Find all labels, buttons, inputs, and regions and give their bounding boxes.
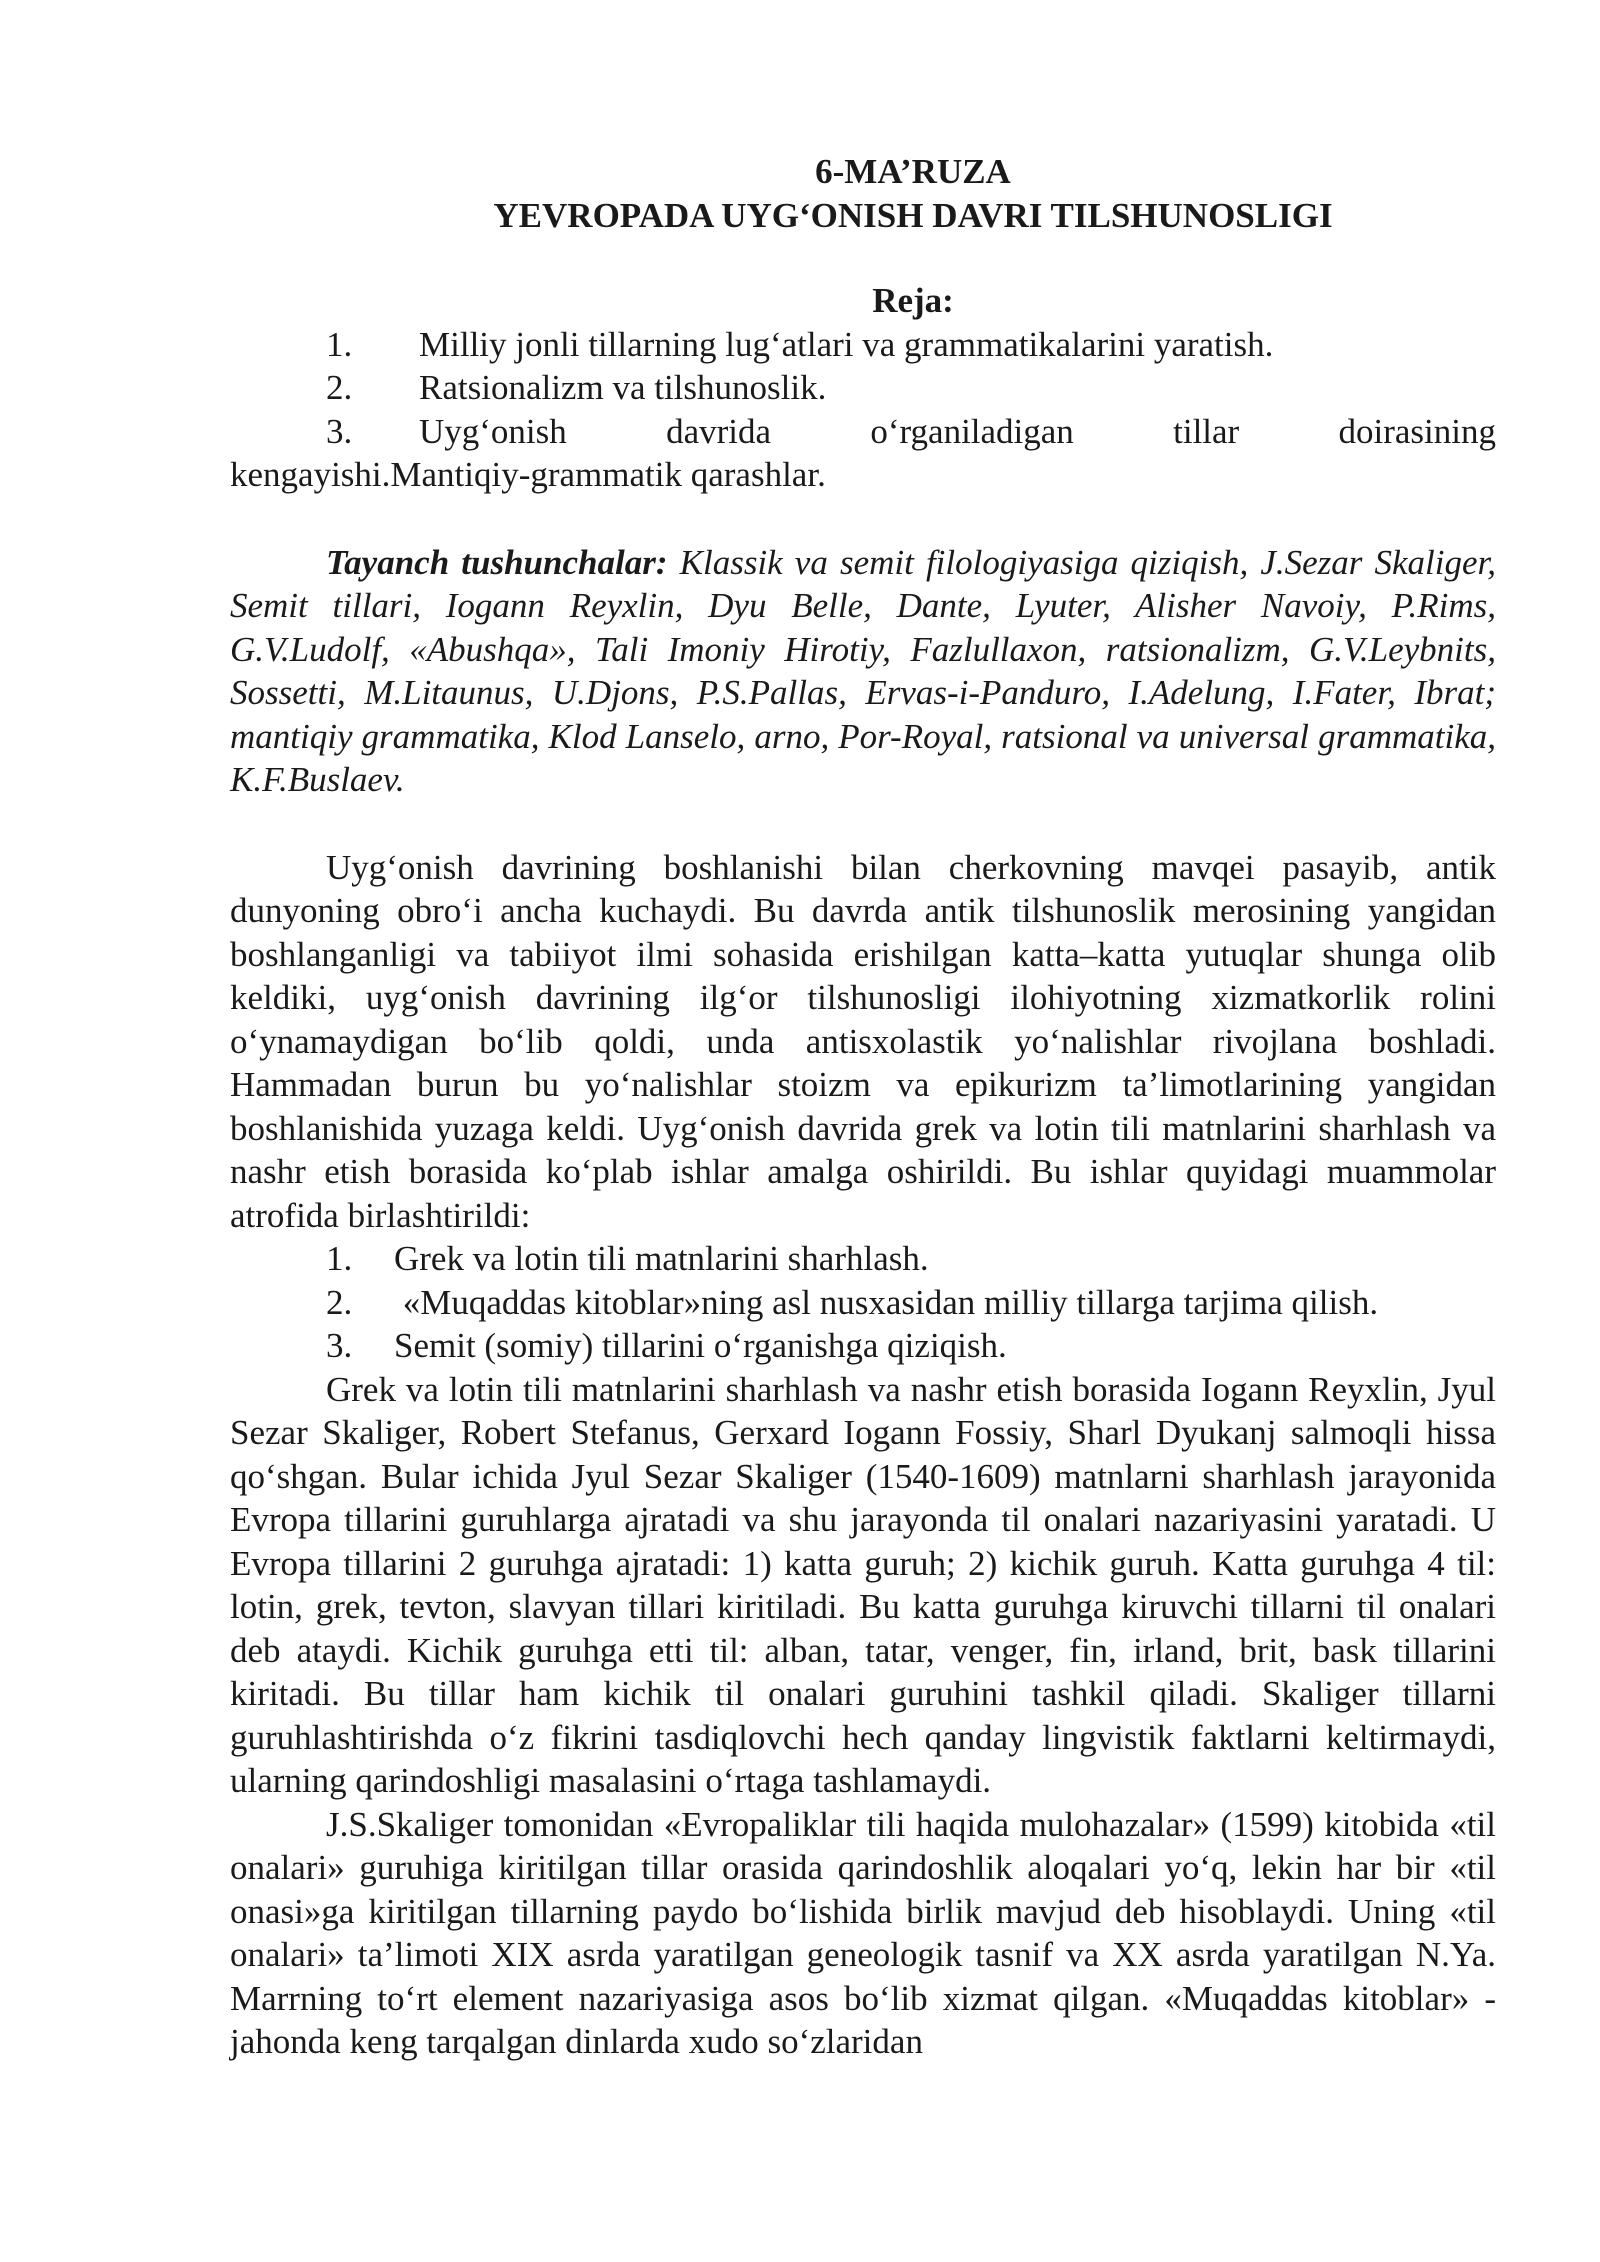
plan-item-text: Milliy jonli tillarning lug‘atlari va grammatikalarini yaratish. xyxy=(419,324,1274,364)
list-item xyxy=(230,1281,1496,1325)
list-item-text: Grek va lotin tili matnlarini sharhlash. xyxy=(394,1239,929,1278)
plan-item-continuation: kengayishi.Mantiqiy-grammatik qarashlar. xyxy=(230,455,826,494)
list-item xyxy=(230,1237,1496,1281)
list-item-number: 2. xyxy=(326,1282,353,1322)
document-page xyxy=(230,150,1496,2064)
list-item-number: 3. xyxy=(326,1326,353,1365)
plan-item xyxy=(230,323,1496,367)
plan-item xyxy=(230,366,1496,410)
plan-item xyxy=(230,410,1496,454)
plan-item-number: 2. xyxy=(326,368,353,407)
lecture-title: YEVROPADA UYG‘ONISH DAVRI TILSHUNOSLIGI xyxy=(493,195,1333,235)
list-item-text: Semit (somiy) tillarini o‘rganishga qiziqish. xyxy=(394,1326,1007,1365)
list-item-text: «Muqaddas kitoblar»ning asl nusxasidan milliy tillarga tarjima qilish. xyxy=(394,1282,1379,1322)
list-item xyxy=(230,1324,1496,1368)
keywords-block xyxy=(230,541,1496,802)
plan-item-text: Ratsionalizm va tilshunoslik. xyxy=(419,368,827,407)
body-paragraph: Uyg‘onish davrining boshlanishi bilan cherkovning mavqei pasayib, antik dunyoning obro‘i ancha kuchaydi. Bu davrda antik tilshunoslik merosining yangidan boshlanganligi va tabiiyot ilmi sohasida erishilgan katta–katta yutuqlar shunga olib keldiki, uyg‘onish davrining ilg‘or tilshunosligi ilohiyotning xizmatkorlik rolini o‘ynamaydigan bo‘lib qoldi, unda antisxolastik yo‘nalishlar rivojlana boshladi. Hammadan burun bu yo‘nalishlar stoizm va epikurizm ta’limotlarining yangidan boshlanishida yuzaga keldi. Uyg‘onish davrida grek va lotin tili matnlarini sharhlash va nashr etish borasida ko‘plab ishlar amalga oshirildi. Bu ishlar quyidagi muammolar atrofida birlashtirildi: xyxy=(230,847,1496,1235)
body-paragraph: Grek va lotin tili matnlarini sharhlash va nashr etish borasida Iogann Reyxlin, Jyul Sezar Skaliger, Robert Stefanus, Gerxard Iogann Fossiy, Sharl Dyukanj salmoqli hissa qo‘shgan. Bular ichida Jyul Sezar Skaliger (1540-1609) matnlarni sharhlash jarayonida Evropa tillarini guruhlarga ajratadi va shu jarayonda til onalari nazariyasini yaratadi. U Evropa tillarini 2 guruhga ajratadi: 1) katta guruh; 2) kichik guruh. Katta guruhga 4 til: lotin, grek, tevton, slavyan tillari kiritiladi. Bu katta guruhga kiruvchi tillarni til onalari deb ataydi. Kichik guruhga etti til: alban, tatar, venger, fin, irland, brit, bask tillarini kiritadi. Bu tillar ham kichik til onalari guruhini tashkil qiladi. Skaliger tillarni guruhlashtirishda o‘z fikrini tasdiqlovchi hech qanday lingvistik faktlarni keltirmaydi, ularning qarindoshligi masalasini o‘rtaga tashlamaydi. xyxy=(230,1369,1496,1800)
plan-heading: Reja: xyxy=(872,281,954,320)
plan-item-text: Uyg‘onish davrida o‘rganiladigan tillar doirasining xyxy=(419,411,1496,451)
body-paragraph: J.S.Skaliger tomonidan «Evropaliklar tili haqida mulohazalar» (1599) kitobida «til onalari» guruhiga kiritilgan tillar orasida qarindoshlik aloqalari yo‘q, lekin har bir «til onasi»ga kiritilgan tillarning paydo bo‘lishida birlik mavjud deb hisoblaydi. Uning «til onalari» ta’limoti XIX asrda yaratilgan geneologik tasnif va XX asrda yaratilgan N.Ya. Marrning to‘rt element nazariyasiga asos bo‘lib xizmat qilgan. «Muqaddas kitoblar» - jahonda keng tarqalgan dinlarda xudo so‘zlaridan xyxy=(230,1804,1496,2061)
lecture-number: 6-MA’RUZA xyxy=(815,152,1011,191)
plan-item-number: 3. xyxy=(326,411,353,451)
plan-item-number: 1. xyxy=(326,324,353,364)
list-item-number: 1. xyxy=(326,1239,353,1278)
keywords-label: Tayanch tushunchalar: xyxy=(326,542,668,582)
keywords-text: Klassik va semit filologiyasiga qiziqish, J.Sezar Skaliger, Semit tillari, Iogann Reyxlin, Dyu Belle, Dante, Lyuter, Alisher Navoiy, P.Rims, G.V.Ludolf, «Abushqa», Tali Imoniy Hirotiy, Fazlullaxon, ratsionalizm, G.V.Leybnits, Sossetti, M.Litaunus, U.Djons, P.S.Pallas, Ervas-i-Panduro, I.Adelung, I.Fater, Ibrat; mantiqiy grammatika, Klod Lanselo, arno, Por-Royal, ratsional va universal grammatika, K.F.Buslaev. xyxy=(230,542,1497,799)
